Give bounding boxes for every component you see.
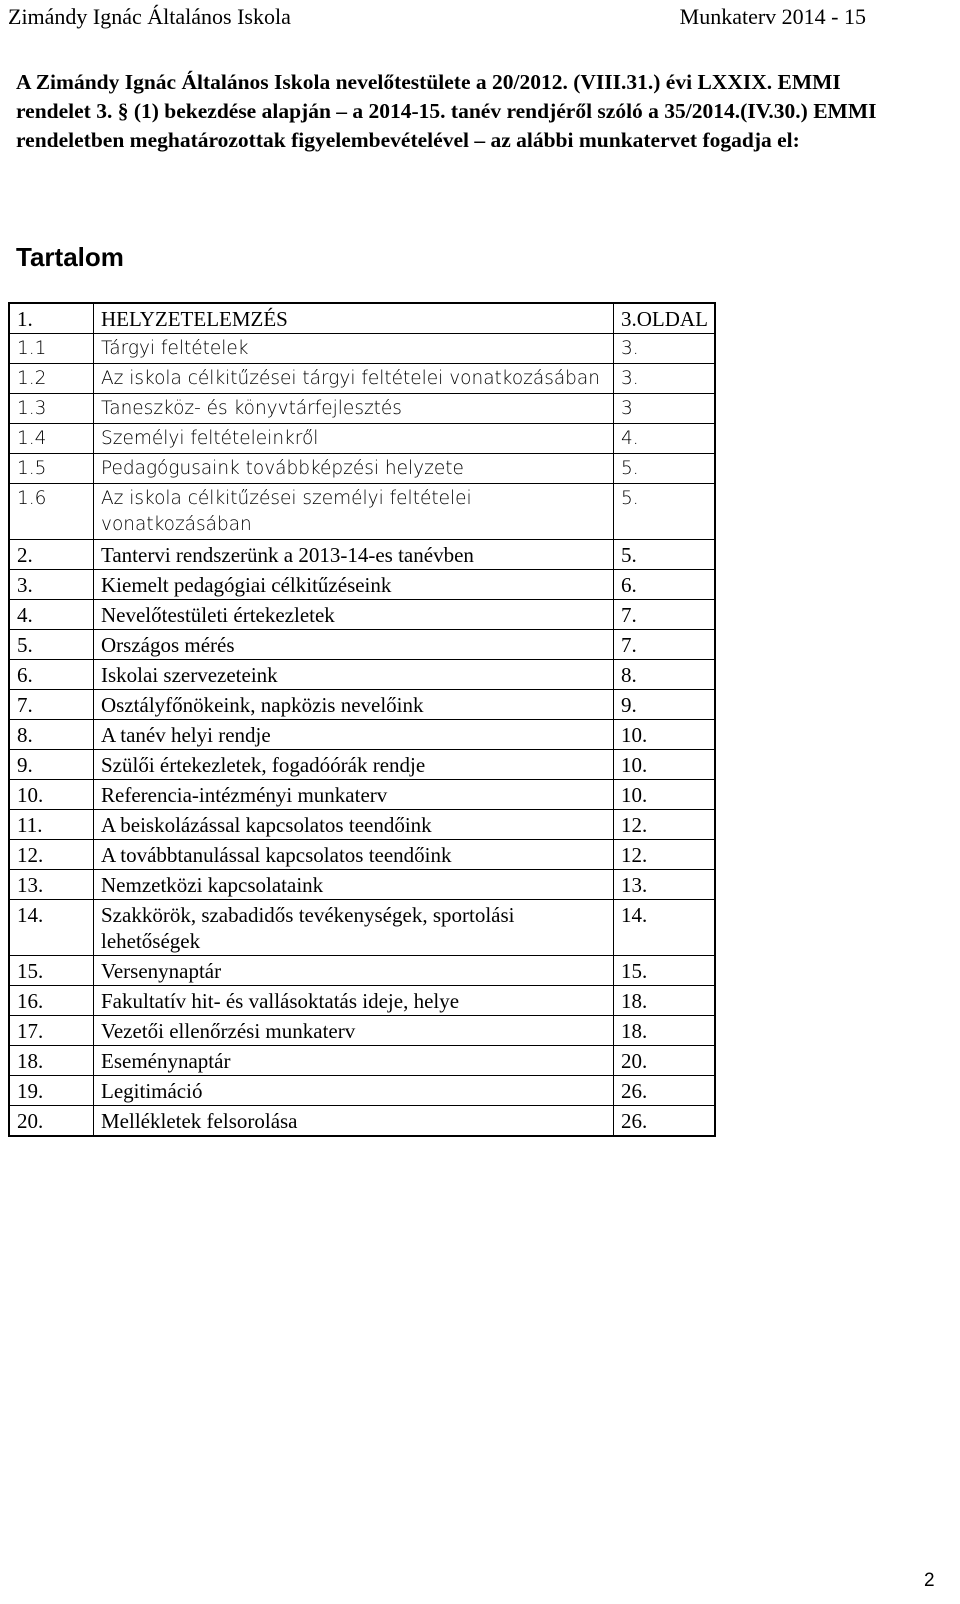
toc-row bbox=[9, 986, 715, 1016]
toc-entry-page: 4. bbox=[614, 424, 715, 454]
toc-entry-title: A továbbtanulással kapcsolatos teendőink bbox=[94, 840, 614, 870]
toc-entry-title: Eseménynaptár bbox=[94, 1046, 614, 1076]
toc-entry-page: 12. bbox=[614, 840, 715, 870]
toc-entry-title: Taneszköz- és könyvtárfejlesztés bbox=[94, 394, 614, 424]
toc-entry-number: 3. bbox=[9, 570, 94, 600]
toc-entry-title: Iskolai szervezeteink bbox=[94, 660, 614, 690]
toc-entry-page: 15. bbox=[614, 956, 715, 986]
toc-entry-title: Országos mérés bbox=[94, 630, 614, 660]
toc-entry-title: Az iskola célkitűzései személyi feltételei vonatkozásában bbox=[94, 484, 614, 540]
toc-entry-title: Nemzetközi kapcsolataink bbox=[94, 870, 614, 900]
toc-entry-title: Vezetői ellenőrzési munkaterv bbox=[94, 1016, 614, 1046]
toc-row bbox=[9, 720, 715, 750]
toc-entry-title: Fakultatív hit- és vallásoktatás ideje, helye bbox=[94, 986, 614, 1016]
toc-row bbox=[9, 780, 715, 810]
toc-entry-number: 1.2 bbox=[9, 364, 94, 394]
toc-row bbox=[9, 1016, 715, 1046]
toc-entry-page: 12. bbox=[614, 810, 715, 840]
toc-entry-title: Tárgyi feltételek bbox=[94, 334, 614, 364]
toc-entry-page: 3. bbox=[614, 334, 715, 364]
header-school-name: Zimándy Ignác Általános Iskola bbox=[8, 4, 291, 29]
toc-row bbox=[9, 840, 715, 870]
toc-entry-number: 17. bbox=[9, 1016, 94, 1046]
toc-entry-page: 10. bbox=[614, 720, 715, 750]
toc-entry-number: 1.5 bbox=[9, 454, 94, 484]
toc-entry-title: Pedagógusaink továbbképzési helyzete bbox=[94, 454, 614, 484]
toc-entry-title: Nevelőtestületi értekezletek bbox=[94, 600, 614, 630]
toc-row bbox=[9, 600, 715, 630]
toc-entry-title: Versenynaptár bbox=[94, 956, 614, 986]
toc-entry-title: Legitimáció bbox=[94, 1076, 614, 1106]
toc-entry-number: 1.4 bbox=[9, 424, 94, 454]
toc-row bbox=[9, 750, 715, 780]
toc-entry-number: 8. bbox=[9, 720, 94, 750]
toc-entry-page: 5. bbox=[614, 454, 715, 484]
toc-entry-number: 1.3 bbox=[9, 394, 94, 424]
toc-entry-number: 12. bbox=[9, 840, 94, 870]
toc-entry-number: 19. bbox=[9, 1076, 94, 1106]
toc-entry-number: 1. bbox=[9, 303, 94, 334]
toc-row bbox=[9, 810, 715, 840]
toc-entry-page: 7. bbox=[614, 630, 715, 660]
toc-row bbox=[9, 1106, 715, 1137]
toc-entry-page: 18. bbox=[614, 1016, 715, 1046]
page-number: 2 bbox=[924, 1570, 935, 1591]
toc-heading: Tartalom bbox=[16, 242, 124, 272]
toc-row bbox=[9, 454, 715, 484]
toc-entry-page: 18. bbox=[614, 986, 715, 1016]
toc-entry-number: 9. bbox=[9, 750, 94, 780]
toc-row bbox=[9, 956, 715, 986]
toc-entry-page: 3.OLDAL bbox=[614, 303, 715, 334]
toc-entry-page: 13. bbox=[614, 870, 715, 900]
toc-entry-number: 1.1 bbox=[9, 334, 94, 364]
toc-entry-page: 26. bbox=[614, 1106, 715, 1137]
toc-entry-number: 20. bbox=[9, 1106, 94, 1137]
toc-row bbox=[9, 424, 715, 454]
toc-entry-title: Az iskola célkitűzései tárgyi feltételei vonatkozásában bbox=[94, 364, 614, 394]
toc-entry-title: Osztályfőnökeink, napközis nevelőink bbox=[94, 690, 614, 720]
toc-row bbox=[9, 303, 715, 334]
toc-entry-title: A tanév helyi rendje bbox=[94, 720, 614, 750]
toc-row bbox=[9, 900, 715, 956]
toc-entry-number: 16. bbox=[9, 986, 94, 1016]
toc-entry-number: 5. bbox=[9, 630, 94, 660]
toc-table bbox=[8, 302, 716, 1137]
toc-entry-number: 11. bbox=[9, 810, 94, 840]
toc-entry-page: 7. bbox=[614, 600, 715, 630]
toc-entry-title: Referencia-intézményi munkaterv bbox=[94, 780, 614, 810]
toc-entry-title: Személyi feltételeinkről bbox=[94, 424, 614, 454]
toc-entry-page: 5. bbox=[614, 484, 715, 540]
toc-entry-title: Mellékletek felsorolása bbox=[94, 1106, 614, 1137]
toc-row bbox=[9, 1046, 715, 1076]
toc-row bbox=[9, 630, 715, 660]
toc-entry-page: 8. bbox=[614, 660, 715, 690]
header-document-title: Munkaterv 2014 - 15 bbox=[679, 4, 866, 29]
toc-row bbox=[9, 870, 715, 900]
toc-entry-page: 3 bbox=[614, 394, 715, 424]
toc-row bbox=[9, 570, 715, 600]
toc-row bbox=[9, 690, 715, 720]
toc-entry-number: 10. bbox=[9, 780, 94, 810]
toc-entry-title: Tantervi rendszerünk a 2013-14-es tanévben bbox=[94, 540, 614, 570]
toc-entry-page: 20. bbox=[614, 1046, 715, 1076]
toc-entry-page: 9. bbox=[614, 690, 715, 720]
toc-entry-page: 10. bbox=[614, 750, 715, 780]
intro-paragraph: A Zimándy Ignác Általános Iskola nevelőtestülete a 20/2012. (VIII.31.) évi LXXIX. EMMI rendelet 3. § (1) bekezdése alapján – a 2014-15. tanév rendjéről szóló a 35/2014.(IV.30.) EMMI rendeletben meghatározottak figyelembevételével – az alábbi munkatervet fogadja el: bbox=[16, 70, 877, 152]
toc-entry-number: 2. bbox=[9, 540, 94, 570]
toc-entry-page: 5. bbox=[614, 540, 715, 570]
toc-entry-title: A beiskolázással kapcsolatos teendőink bbox=[94, 810, 614, 840]
toc-row bbox=[9, 334, 715, 364]
toc-entry-page: 10. bbox=[614, 780, 715, 810]
toc-row bbox=[9, 660, 715, 690]
toc-entry-number: 1.6 bbox=[9, 484, 94, 540]
toc-entry-page: 26. bbox=[614, 1076, 715, 1106]
toc-row bbox=[9, 394, 715, 424]
toc-row bbox=[9, 540, 715, 570]
toc-entry-title: Szakkörök, szabadidős tevékenységek, sportolási lehetőségek bbox=[94, 900, 614, 956]
toc-entry-number: 18. bbox=[9, 1046, 94, 1076]
toc-entry-number: 14. bbox=[9, 900, 94, 956]
toc-row bbox=[9, 1076, 715, 1106]
toc-entry-number: 4. bbox=[9, 600, 94, 630]
toc-entry-page: 6. bbox=[614, 570, 715, 600]
toc-entry-number: 13. bbox=[9, 870, 94, 900]
toc-entry-number: 15. bbox=[9, 956, 94, 986]
toc-entry-page: 3. bbox=[614, 364, 715, 394]
toc-entry-number: 6. bbox=[9, 660, 94, 690]
toc-entry-page: 14. bbox=[614, 900, 715, 956]
toc-entry-title: HELYZETELEMZÉS bbox=[94, 303, 614, 334]
toc-row bbox=[9, 484, 715, 540]
toc-entry-title: Kiemelt pedagógiai célkitűzéseink bbox=[94, 570, 614, 600]
toc-row bbox=[9, 364, 715, 394]
toc-entry-number: 7. bbox=[9, 690, 94, 720]
toc-entry-title: Szülői értekezletek, fogadóórák rendje bbox=[94, 750, 614, 780]
